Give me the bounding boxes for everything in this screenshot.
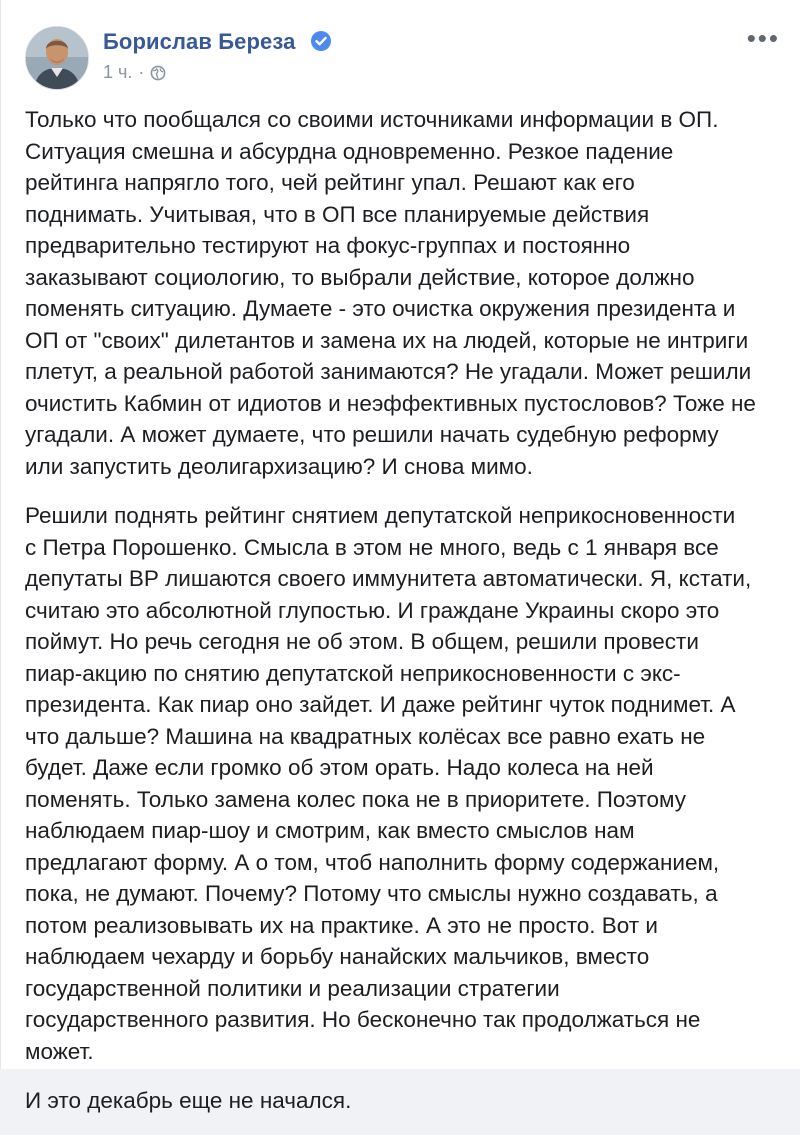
post-timestamp[interactable]: 1 ч.: [103, 62, 133, 82]
more-options-icon[interactable]: •••: [746, 23, 780, 53]
author-avatar[interactable]: [25, 26, 89, 90]
verified-badge-icon: [310, 30, 332, 52]
post-body: [25, 104, 793, 1135]
author-name[interactable]: [103, 29, 332, 55]
post-meta: [103, 62, 166, 83]
post-paragraph-2: Решили поднять рейтинг снятием депутатской неприкосновенности с Петра Порошенко. Смысла в этом не много, ведь с 1 января все депутаты ВР лишаются своего иммунитета автоматически. Я, кстати, считаю это абсолютной глупостью. И граждане Украины скоро это поймут. Но речь сегодня не об этом. В общем, решили провести пиар-акцию по снятию депутатской неприкосновенности с экс- президента. Как пиар оно зайдет. И даже рейтинг чуток поднимет. А что дальше? Машина на квадратных колёсах все равно ехать не будет. Даже если громко об этом орать. Надо колеса на ней поменять. Только замена колес пока не в приоритете. Поэтому наблюдаем пиар-шоу и смотрим, как вместо смыслов нам предлагают форму. А о том, чтоб наполнить форму содержанием, пока, не думают. Почему? Потому что смыслы нужно создавать, а потом реализовывать их на практике. А это не просто. Вот и наблюдаем чехарду и борьбу нанайских мальчиков, вместо государственной политики и реализации стратегии государственного развития. Но бесконечно так продолжаться не может.: [25, 503, 752, 1064]
author-name-text[interactable]: Борислав Береза: [103, 29, 296, 54]
globe-icon[interactable]: [150, 65, 166, 81]
post-header: [25, 22, 780, 86]
avatar-portrait-icon: [26, 27, 88, 89]
meta-separator: ·: [138, 62, 145, 82]
post-paragraph-1: Только что пообщался со своими источниками информации в ОП. Ситуация смешна и абсурдна одновременно. Резкое падение рейтинга напрягло того, чей рейтинг упал. Решают как его поднимать. Учитывая, что в ОП все планируемые действия предварительно тестируют на фокус-группах и постоянно заказывают социологию, то выбрали действие, которое должно поменять ситуацию. Думаете - это очистка окружения президента и ОП от "своих" дилетантов и замена их на людей, которые не интриги плетут, а реальной работой занимаются? Не угадали. Может решили очистить Кабмин от идиотов и неэффективных пустословов? Тоже не угадали. А может думаете, что решили начать судебную реформу или запустить деолигархизацию? И снова мимо.: [25, 107, 756, 479]
post-paragraph-3: И это декабрь еще не начался.: [25, 1088, 352, 1113]
